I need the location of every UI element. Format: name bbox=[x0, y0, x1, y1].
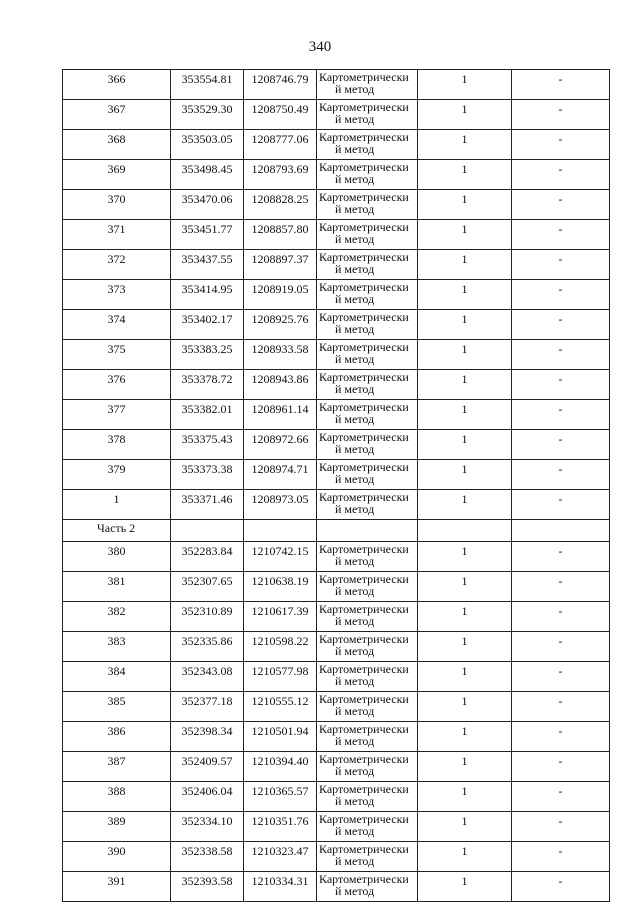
count-cell: 1 bbox=[418, 722, 512, 752]
point-number-cell: 381 bbox=[63, 572, 171, 602]
method-cell bbox=[317, 692, 418, 722]
table-row bbox=[63, 190, 610, 220]
method-line-2: й метод bbox=[335, 884, 375, 898]
part-1-rows bbox=[63, 70, 610, 520]
y-coordinate-cell: 1210617.39 bbox=[244, 602, 317, 632]
y-coordinate-cell: 1208933.58 bbox=[244, 340, 317, 370]
count-cell: 1 bbox=[418, 572, 512, 602]
y-coordinate-cell: 1210334.31 bbox=[244, 872, 317, 902]
y-coordinate-cell: 1210323.47 bbox=[244, 842, 317, 872]
method-line-2: й метод bbox=[335, 232, 375, 246]
dash-cell: - bbox=[512, 430, 610, 460]
count-cell: 1 bbox=[418, 542, 512, 572]
x-coordinate-cell: 352393.58 bbox=[171, 872, 244, 902]
count-cell: 1 bbox=[418, 782, 512, 812]
dash-cell: - bbox=[512, 752, 610, 782]
x-coordinate-cell: 353373.38 bbox=[171, 460, 244, 490]
point-number-cell: 384 bbox=[63, 662, 171, 692]
dash-cell: - bbox=[512, 310, 610, 340]
dash-cell: - bbox=[512, 842, 610, 872]
point-number-cell: 389 bbox=[63, 812, 171, 842]
dash-cell: - bbox=[512, 632, 610, 662]
count-cell: 1 bbox=[418, 370, 512, 400]
point-number-cell: 377 bbox=[63, 400, 171, 430]
method-line-2: й метод bbox=[335, 112, 375, 126]
table-row bbox=[63, 692, 610, 722]
method-line-1: Картометрически bbox=[319, 400, 409, 414]
dash-cell: - bbox=[512, 280, 610, 310]
dash-cell: - bbox=[512, 370, 610, 400]
method-cell bbox=[317, 782, 418, 812]
dash-cell: - bbox=[512, 872, 610, 902]
method-line-1: Картометрически bbox=[319, 310, 409, 324]
method-cell bbox=[317, 812, 418, 842]
table-row bbox=[63, 572, 610, 602]
dash-cell: - bbox=[512, 542, 610, 572]
dash-cell: - bbox=[512, 812, 610, 842]
method-line-2: й метод bbox=[335, 82, 375, 96]
method-cell bbox=[317, 100, 418, 130]
table-row bbox=[63, 370, 610, 400]
method-line-1: Картометрически bbox=[319, 340, 409, 354]
table-row bbox=[63, 662, 610, 692]
y-coordinate-cell: 1208973.05 bbox=[244, 490, 317, 520]
method-cell bbox=[317, 340, 418, 370]
dash-cell: - bbox=[512, 722, 610, 752]
x-coordinate-cell: 353402.17 bbox=[171, 310, 244, 340]
method-line-2: й метод bbox=[335, 412, 375, 426]
method-line-1: Картометрически bbox=[319, 430, 409, 444]
count-cell: 1 bbox=[418, 460, 512, 490]
point-number-cell: 390 bbox=[63, 842, 171, 872]
point-number-cell: 391 bbox=[63, 872, 171, 902]
method-line-1: Картометрически bbox=[319, 812, 409, 826]
table-row bbox=[63, 430, 610, 460]
x-coordinate-cell: 352338.58 bbox=[171, 842, 244, 872]
method-line-2: й метод bbox=[335, 172, 375, 186]
count-cell: 1 bbox=[418, 130, 512, 160]
table-row bbox=[63, 722, 610, 752]
method-cell bbox=[317, 70, 418, 100]
x-coordinate-cell: 352377.18 bbox=[171, 692, 244, 722]
dash-cell: - bbox=[512, 70, 610, 100]
method-line-2: й метод bbox=[335, 472, 375, 486]
x-coordinate-cell: 353554.81 bbox=[171, 70, 244, 100]
point-number-cell: 368 bbox=[63, 130, 171, 160]
method-line-1: Картометрически bbox=[319, 190, 409, 204]
method-line-1: Картометрически bbox=[319, 842, 409, 856]
method-cell bbox=[317, 542, 418, 572]
y-coordinate-cell: 1210638.19 bbox=[244, 572, 317, 602]
point-number-cell: 367 bbox=[63, 100, 171, 130]
method-line-1: Картометрически bbox=[319, 542, 409, 556]
x-coordinate-cell: 353414.95 bbox=[171, 280, 244, 310]
x-coordinate-cell: 353503.05 bbox=[171, 130, 244, 160]
method-cell bbox=[317, 752, 418, 782]
method-line-2: й метод bbox=[335, 704, 375, 718]
table-row bbox=[63, 280, 610, 310]
count-cell: 1 bbox=[418, 100, 512, 130]
point-number-cell: 376 bbox=[63, 370, 171, 400]
table-row bbox=[63, 812, 610, 842]
method-line-2: й метод bbox=[335, 292, 375, 306]
method-line-2: й метод bbox=[335, 854, 375, 868]
method-line-1: Картометрически bbox=[319, 662, 409, 676]
section-row bbox=[63, 520, 610, 542]
method-line-1: Картометрически bbox=[319, 490, 409, 504]
method-line-1: Картометрически bbox=[319, 250, 409, 264]
x-coordinate-cell: 353451.77 bbox=[171, 220, 244, 250]
method-line-1: Картометрически bbox=[319, 602, 409, 616]
count-cell: 1 bbox=[418, 220, 512, 250]
y-coordinate-cell: 1208943.86 bbox=[244, 370, 317, 400]
count-cell: 1 bbox=[418, 430, 512, 460]
x-coordinate-cell: 352310.89 bbox=[171, 602, 244, 632]
dash-cell: - bbox=[512, 220, 610, 250]
y-coordinate-cell: 1210394.40 bbox=[244, 752, 317, 782]
point-number-cell: 388 bbox=[63, 782, 171, 812]
dash-cell: - bbox=[512, 340, 610, 370]
section-label: Часть 2 bbox=[63, 520, 171, 542]
method-line-2: й метод bbox=[335, 502, 375, 516]
method-line-2: й метод bbox=[335, 734, 375, 748]
count-cell: 1 bbox=[418, 490, 512, 520]
method-line-1: Картометрически bbox=[319, 572, 409, 586]
method-cell bbox=[317, 250, 418, 280]
y-coordinate-cell: 1210577.98 bbox=[244, 662, 317, 692]
method-line-2: й метод bbox=[335, 584, 375, 598]
method-line-2: й метод bbox=[335, 382, 375, 396]
count-cell: 1 bbox=[418, 250, 512, 280]
table-row bbox=[63, 460, 610, 490]
method-line-1: Картометрически bbox=[319, 280, 409, 294]
x-coordinate-cell: 353383.25 bbox=[171, 340, 244, 370]
count-cell: 1 bbox=[418, 812, 512, 842]
method-line-2: й метод bbox=[335, 322, 375, 336]
count-cell: 1 bbox=[418, 602, 512, 632]
table-row bbox=[63, 632, 610, 662]
point-number-cell: 375 bbox=[63, 340, 171, 370]
point-number-cell: 369 bbox=[63, 160, 171, 190]
y-coordinate-cell: 1208961.14 bbox=[244, 400, 317, 430]
method-cell bbox=[317, 400, 418, 430]
y-coordinate-cell: 1208974.71 bbox=[244, 460, 317, 490]
dash-cell: - bbox=[512, 190, 610, 220]
x-coordinate-cell: 353375.43 bbox=[171, 430, 244, 460]
method-line-1: Картометрически bbox=[319, 220, 409, 234]
method-line-1: Картометрически bbox=[319, 100, 409, 114]
table-row bbox=[63, 400, 610, 430]
table-row bbox=[63, 70, 610, 100]
x-coordinate-cell: 353378.72 bbox=[171, 370, 244, 400]
method-line-2: й метод bbox=[335, 614, 375, 628]
table-row bbox=[63, 130, 610, 160]
x-coordinate-cell: 352398.34 bbox=[171, 722, 244, 752]
y-coordinate-cell: 1210742.15 bbox=[244, 542, 317, 572]
dash-cell: - bbox=[512, 160, 610, 190]
y-coordinate-cell: 1210555.12 bbox=[244, 692, 317, 722]
point-number-cell: 374 bbox=[63, 310, 171, 340]
y-coordinate-cell: 1210365.57 bbox=[244, 782, 317, 812]
x-coordinate-cell: 352406.04 bbox=[171, 782, 244, 812]
point-number-cell: 366 bbox=[63, 70, 171, 100]
x-coordinate-cell: 353437.55 bbox=[171, 250, 244, 280]
method-cell bbox=[317, 632, 418, 662]
method-line-1: Картометрически bbox=[319, 722, 409, 736]
x-coordinate-cell: 352335.86 bbox=[171, 632, 244, 662]
table-row bbox=[63, 220, 610, 250]
method-cell bbox=[317, 370, 418, 400]
method-line-1: Картометрически bbox=[319, 370, 409, 384]
method-line-2: й метод bbox=[335, 352, 375, 366]
method-cell bbox=[317, 190, 418, 220]
count-cell: 1 bbox=[418, 280, 512, 310]
dash-cell: - bbox=[512, 250, 610, 280]
y-coordinate-cell: 1208750.49 bbox=[244, 100, 317, 130]
point-number-cell: 1 bbox=[63, 490, 171, 520]
method-cell bbox=[317, 430, 418, 460]
table-row bbox=[63, 250, 610, 280]
point-number-cell: 383 bbox=[63, 632, 171, 662]
table-row bbox=[63, 160, 610, 190]
point-number-cell: 371 bbox=[63, 220, 171, 250]
x-coordinate-cell: 353498.45 bbox=[171, 160, 244, 190]
method-cell bbox=[317, 130, 418, 160]
dash-cell: - bbox=[512, 572, 610, 602]
dash-cell: - bbox=[512, 130, 610, 160]
point-number-cell: 372 bbox=[63, 250, 171, 280]
y-coordinate-cell: 1210598.22 bbox=[244, 632, 317, 662]
method-line-1: Картометрически bbox=[319, 782, 409, 796]
point-number-cell: 373 bbox=[63, 280, 171, 310]
coordinates-table bbox=[62, 69, 610, 902]
method-line-1: Картометрически bbox=[319, 632, 409, 646]
point-number-cell: 370 bbox=[63, 190, 171, 220]
count-cell: 1 bbox=[418, 632, 512, 662]
count-cell: 1 bbox=[418, 872, 512, 902]
method-line-2: й метод bbox=[335, 764, 375, 778]
method-cell bbox=[317, 280, 418, 310]
dash-cell: - bbox=[512, 692, 610, 722]
method-line-2: й метод bbox=[335, 554, 375, 568]
method-line-2: й метод bbox=[335, 442, 375, 456]
y-coordinate-cell: 1210351.76 bbox=[244, 812, 317, 842]
method-line-1: Картометрически bbox=[319, 460, 409, 474]
count-cell: 1 bbox=[418, 340, 512, 370]
count-cell: 1 bbox=[418, 190, 512, 220]
x-coordinate-cell: 352283.84 bbox=[171, 542, 244, 572]
method-line-2: й метод bbox=[335, 202, 375, 216]
method-cell bbox=[317, 310, 418, 340]
y-coordinate-cell: 1208925.76 bbox=[244, 310, 317, 340]
method-line-2: й метод bbox=[335, 674, 375, 688]
point-number-cell: 380 bbox=[63, 542, 171, 572]
method-cell bbox=[317, 722, 418, 752]
point-number-cell: 385 bbox=[63, 692, 171, 722]
method-cell bbox=[317, 602, 418, 632]
dash-cell: - bbox=[512, 602, 610, 632]
method-line-1: Картометрически bbox=[319, 160, 409, 174]
count-cell: 1 bbox=[418, 662, 512, 692]
count-cell: 1 bbox=[418, 310, 512, 340]
method-line-2: й метод bbox=[335, 824, 375, 838]
method-cell bbox=[317, 872, 418, 902]
method-line-1: Картометрически bbox=[319, 752, 409, 766]
x-coordinate-cell: 352343.08 bbox=[171, 662, 244, 692]
count-cell: 1 bbox=[418, 160, 512, 190]
point-number-cell: 378 bbox=[63, 430, 171, 460]
method-line-1: Картометрически bbox=[319, 130, 409, 144]
table-row bbox=[63, 752, 610, 782]
point-number-cell: 382 bbox=[63, 602, 171, 632]
table-row bbox=[63, 842, 610, 872]
x-coordinate-cell: 352409.57 bbox=[171, 752, 244, 782]
dash-cell: - bbox=[512, 490, 610, 520]
dash-cell: - bbox=[512, 662, 610, 692]
table-row bbox=[63, 782, 610, 812]
section-header bbox=[63, 520, 610, 542]
part-2-rows bbox=[63, 542, 610, 902]
table-row bbox=[63, 100, 610, 130]
y-coordinate-cell: 1208857.80 bbox=[244, 220, 317, 250]
method-line-2: й метод bbox=[335, 794, 375, 808]
table-row bbox=[63, 490, 610, 520]
table-row bbox=[63, 340, 610, 370]
page-number: 340 bbox=[308, 39, 332, 55]
method-cell bbox=[317, 572, 418, 602]
point-number-cell: 387 bbox=[63, 752, 171, 782]
method-line-1: Картометрически bbox=[319, 70, 409, 84]
y-coordinate-cell: 1208746.79 bbox=[244, 70, 317, 100]
table-row bbox=[63, 542, 610, 572]
y-coordinate-cell: 1208897.37 bbox=[244, 250, 317, 280]
method-line-1: Картометрически bbox=[319, 692, 409, 706]
method-cell bbox=[317, 460, 418, 490]
count-cell: 1 bbox=[418, 752, 512, 782]
y-coordinate-cell: 1208777.06 bbox=[244, 130, 317, 160]
y-coordinate-cell: 1208793.69 bbox=[244, 160, 317, 190]
x-coordinate-cell: 352307.65 bbox=[171, 572, 244, 602]
y-coordinate-cell: 1208972.66 bbox=[244, 430, 317, 460]
method-cell bbox=[317, 490, 418, 520]
dash-cell: - bbox=[512, 100, 610, 130]
method-line-2: й метод bbox=[335, 644, 375, 658]
method-cell bbox=[317, 662, 418, 692]
point-number-cell: 379 bbox=[63, 460, 171, 490]
dash-cell: - bbox=[512, 400, 610, 430]
method-line-2: й метод bbox=[335, 262, 375, 276]
point-number-cell: 386 bbox=[63, 722, 171, 752]
y-coordinate-cell: 1210501.94 bbox=[244, 722, 317, 752]
method-cell bbox=[317, 160, 418, 190]
method-line-1: Картометрически bbox=[319, 872, 409, 886]
y-coordinate-cell: 1208828.25 bbox=[244, 190, 317, 220]
method-cell bbox=[317, 842, 418, 872]
method-line-2: й метод bbox=[335, 142, 375, 156]
method-cell bbox=[317, 220, 418, 250]
y-coordinate-cell: 1208919.05 bbox=[244, 280, 317, 310]
count-cell: 1 bbox=[418, 692, 512, 722]
count-cell: 1 bbox=[418, 400, 512, 430]
x-coordinate-cell: 353470.06 bbox=[171, 190, 244, 220]
table-row bbox=[63, 310, 610, 340]
count-cell: 1 bbox=[418, 842, 512, 872]
count-cell: 1 bbox=[418, 70, 512, 100]
x-coordinate-cell: 352334.10 bbox=[171, 812, 244, 842]
dash-cell: - bbox=[512, 782, 610, 812]
dash-cell: - bbox=[512, 460, 610, 490]
table-row bbox=[63, 602, 610, 632]
x-coordinate-cell: 353371.46 bbox=[171, 490, 244, 520]
table-row bbox=[63, 872, 610, 902]
x-coordinate-cell: 353529.30 bbox=[171, 100, 244, 130]
x-coordinate-cell: 353382.01 bbox=[171, 400, 244, 430]
